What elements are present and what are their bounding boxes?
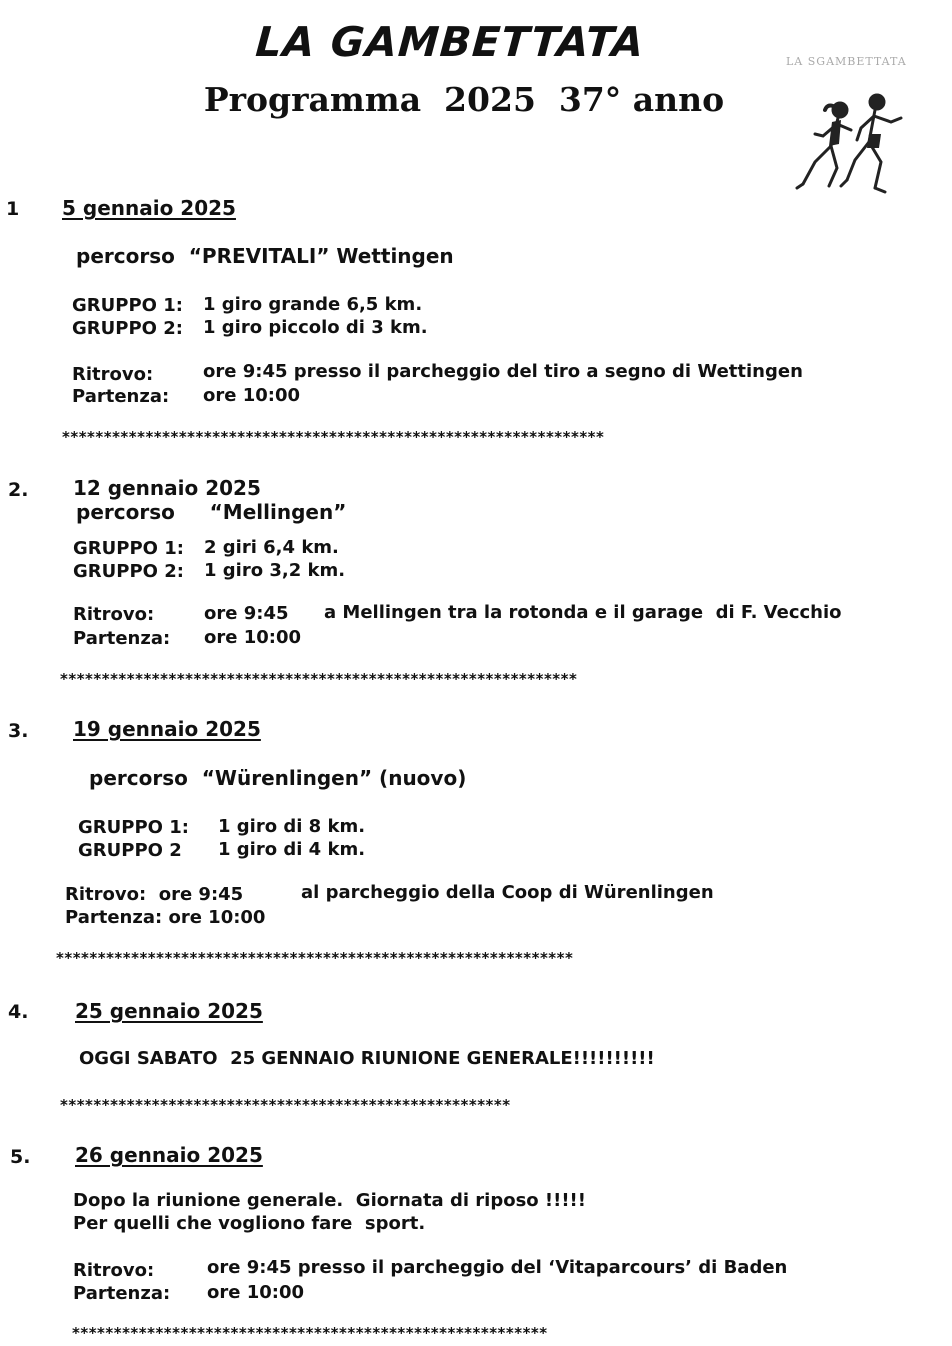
event-text-line: Per quelli che vogliono fare sport. xyxy=(73,1213,426,1234)
ritrovo-label: Ritrovo: xyxy=(72,364,154,385)
page-subtitle: Programma 2025 37° anno xyxy=(203,80,725,119)
event-text-line: Dopo la riunione generale. Giornata di riposo !!!!! xyxy=(73,1190,586,1211)
group-value: 1 giro piccolo di 3 km. xyxy=(203,317,428,338)
group-label: GRUPPO 1: xyxy=(73,538,184,559)
event-date: 26 gennaio 2025 xyxy=(75,1143,263,1167)
event-date: 12 gennaio 2025 xyxy=(73,476,261,500)
separator: ****************************************************** xyxy=(60,1096,511,1114)
event-date: 25 gennaio 2025 xyxy=(75,999,263,1023)
ritrovo-time: ore 9:45 xyxy=(204,603,289,624)
event-number: 2. xyxy=(8,479,29,501)
group-label: GRUPPO 1: xyxy=(78,817,189,838)
separator: ********************************************************* xyxy=(72,1324,548,1342)
partenza-label: Partenza: ore 10:00 xyxy=(65,907,266,928)
event-number: 4. xyxy=(8,1001,29,1023)
partenza-label: Partenza: xyxy=(73,628,171,649)
event-course: percorso “Würenlingen” (nuovo) xyxy=(89,766,467,790)
group-label: GRUPPO 1: xyxy=(72,295,183,316)
event-number: 3. xyxy=(8,720,29,742)
group-label: GRUPPO 2: xyxy=(72,318,183,339)
partenza-value: ore 10:00 xyxy=(204,627,302,648)
group-value: 1 giro 3,2 km. xyxy=(204,560,346,581)
event-date: 19 gennaio 2025 xyxy=(73,717,261,741)
ritrovo-place: al parcheggio della Coop di Würenlingen xyxy=(301,882,714,903)
ritrovo-value: ore 9:45 presso il parcheggio del tiro a segno di Wettingen xyxy=(203,361,803,382)
partenza-value: ore 10:00 xyxy=(203,385,301,406)
partenza-label: Partenza: xyxy=(73,1283,171,1304)
ritrovo-value: ore 9:45 presso il parcheggio del ‘Vitaparcours’ di Baden xyxy=(207,1257,788,1278)
event-note: OGGI SABATO 25 GENNAIO RIUNIONE GENERALE!!!!!!!!!! xyxy=(79,1048,655,1069)
group-value: 2 giri 6,4 km. xyxy=(204,537,339,558)
group-label: GRUPPO 2: xyxy=(73,561,184,582)
partenza-label: Partenza: xyxy=(72,386,170,407)
ritrovo-label: Ritrovo: xyxy=(73,604,155,625)
ritrovo-place: a Mellingen tra la rotonda e il garage di F. Vecchio xyxy=(324,602,842,623)
group-label: GRUPPO 2 xyxy=(78,840,182,861)
logo-text: LA SGAMBETTATA xyxy=(786,55,907,68)
event-course: percorso “PREVITALI” Wettingen xyxy=(76,244,454,268)
partenza-value: ore 10:00 xyxy=(207,1282,305,1303)
runners-logo-icon xyxy=(785,88,915,218)
page-title: LA GAMBETTATA xyxy=(254,18,646,66)
separator: ************************************************************** xyxy=(56,949,574,967)
event-course: percorso “Mellingen” xyxy=(76,500,347,524)
event-date: 5 gennaio 2025 xyxy=(62,196,236,220)
ritrovo-label: Ritrovo: ore 9:45 xyxy=(65,884,244,905)
event-number: 5. xyxy=(10,1146,31,1168)
group-value: 1 giro grande 6,5 km. xyxy=(203,294,423,315)
separator: ***************************************************************** xyxy=(62,428,605,446)
separator: ************************************************************** xyxy=(60,670,578,688)
event-number: 1 xyxy=(6,198,20,220)
ritrovo-label: Ritrovo: xyxy=(73,1260,155,1281)
group-value: 1 giro di 4 km. xyxy=(218,839,366,860)
group-value: 1 giro di 8 km. xyxy=(218,816,366,837)
